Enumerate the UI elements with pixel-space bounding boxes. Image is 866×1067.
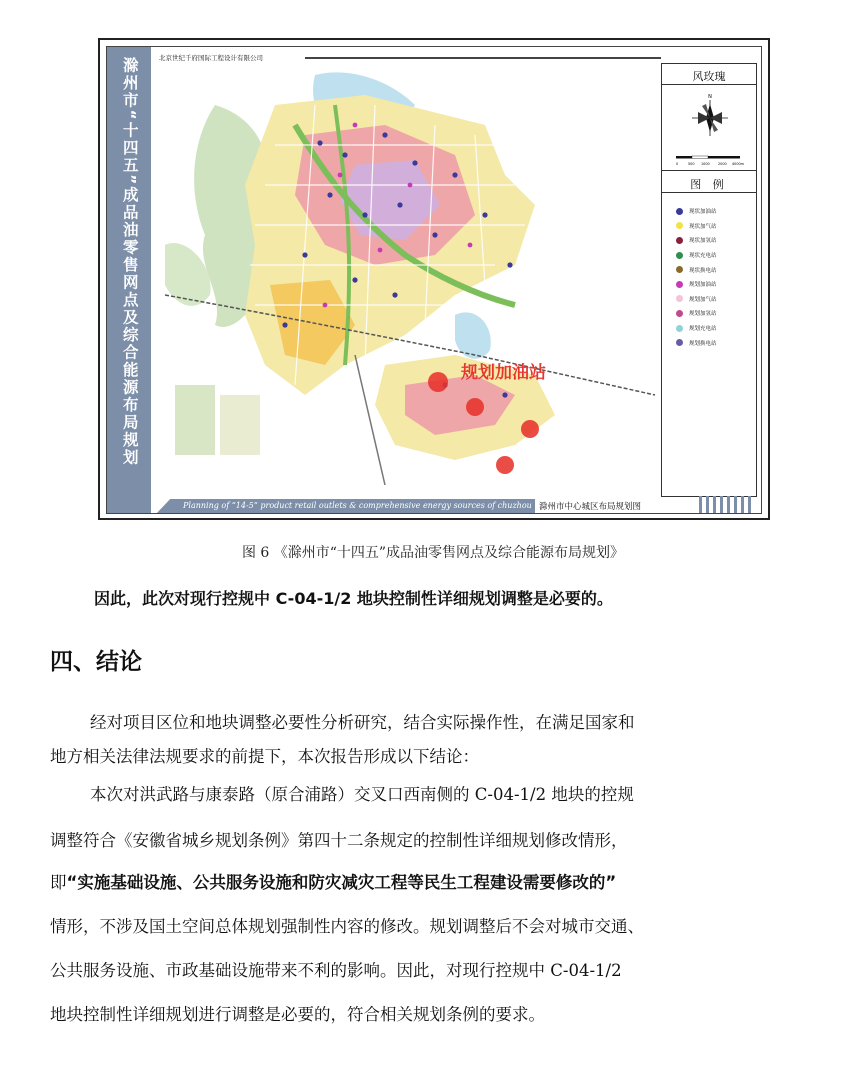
legend-label: 规划换电站 (689, 340, 717, 347)
legend-label: 现状换电站 (689, 267, 717, 274)
conclusion-statement: 因此，此次对现行控规中 C-04-1/2 地块控制性详细规划调整是必要的。 (94, 589, 613, 608)
paragraph-line: 地块控制性详细规划进行调整是必要的，符合相关规划条例的要求。 (50, 1005, 545, 1024)
scale-label-1000: 1000 (701, 162, 710, 166)
map-title-strip (107, 47, 151, 513)
legend-title: 图 例 (690, 178, 728, 191)
city-planning-map (155, 65, 659, 485)
bold-quotation: “实施基础设施、公共服务设施和防灾减灾工程等民生工程建设需要修改的” (66, 873, 617, 892)
legend-item (676, 321, 717, 336)
paragraph-line: 情形，不涉及国土空间总体规划强制性内容的修改。规划调整后不会对城市交通、 (50, 917, 644, 936)
legend-swatch-icon (676, 237, 683, 244)
legend-item (676, 204, 717, 219)
legend-swatch-icon (676, 281, 683, 288)
legend-divider (662, 192, 756, 193)
legend-divider (662, 170, 756, 171)
decorative-stripes (697, 496, 757, 514)
map-label-planned-station: 规划加油站 (461, 363, 546, 383)
scale-label-2000: 2000 (718, 162, 727, 166)
legend-label: 现状加气站 (689, 223, 717, 230)
legend-item (676, 335, 717, 350)
legend-swatch-icon (676, 222, 683, 229)
legend-item (676, 233, 717, 248)
legend-label: 规划加油站 (689, 282, 717, 289)
legend-list (676, 204, 717, 350)
wind-rose-icon (690, 92, 730, 138)
bottom-english-caption: Planning of “14-5” product retail outlets & comprehensive energy sources of chuzhou (183, 501, 532, 510)
paragraph-prefix: 即 (50, 873, 67, 892)
paragraph-line: 调整符合《安徽省城乡规划条例》第四十二条规定的控制性详细规划修改情形， (50, 831, 628, 850)
legend-label: 规划加氢站 (689, 311, 717, 318)
map-vertical-title: 滁州市“十四五”成品油零售网点及综合能源布局规划 (120, 57, 139, 467)
paragraph-line: 地方相关法律法规要求的前提下，本次报告形成以下结论： (50, 747, 479, 766)
scale-bar (674, 154, 744, 166)
legend-item (676, 277, 717, 292)
legend-label: 现状加氢站 (689, 238, 717, 245)
north-letter: N (708, 94, 712, 100)
legend-item (676, 262, 717, 277)
header-rule (305, 57, 661, 59)
paragraph-line: 本次对洪武路与康泰路（原合浦路）交叉口西南侧的 C-04-1/2 地块的控规 (90, 785, 634, 804)
legend-swatch-icon (676, 266, 683, 273)
wind-rose-title: 风玫瑰 (692, 70, 726, 83)
legend-swatch-icon (676, 325, 683, 332)
paragraph-line-emphasis (50, 866, 616, 900)
scale-label-500: 500 (688, 162, 695, 166)
legend-label: 现状加油站 (689, 209, 717, 216)
legend-swatch-icon (676, 310, 683, 317)
legend-swatch-icon (676, 208, 683, 215)
section-heading: 四、结论 (50, 649, 142, 675)
figure-caption: 图 6 《滁州市“十四五”成品油零售网点及综合能源布局规划》 (241, 545, 625, 561)
legend-item (676, 219, 717, 234)
paragraph-line: 公共服务设施、市政基础设施带来不利的影响。因此，对现行控规中 C-04-1/2 (50, 961, 622, 980)
legend-divider (662, 84, 756, 85)
company-name: 北京世纪千府国际工程设计有限公司 (159, 54, 263, 62)
map-inner-frame (106, 46, 762, 514)
legend-item (676, 248, 717, 263)
legend-swatch-icon (676, 295, 683, 302)
map-sheet-title: 滁州市中心城区布局规划图 (539, 502, 642, 512)
legend-swatch-icon (676, 339, 683, 346)
scale-label-4000m: 4000m (732, 162, 744, 166)
legend-item (676, 306, 717, 321)
paragraph-line: 经对项目区位和地块调整必要性分析研究，结合实际操作性，在满足国家和 (90, 713, 635, 732)
legend-label: 规划加气站 (689, 296, 717, 303)
map-legend-panel (661, 63, 757, 497)
planning-map-figure (98, 38, 770, 520)
scale-label-0: 0 (676, 162, 679, 166)
legend-swatch-icon (676, 252, 683, 259)
legend-item (676, 292, 717, 307)
legend-label: 规划充电站 (689, 326, 717, 333)
legend-label: 现状充电站 (689, 253, 717, 260)
